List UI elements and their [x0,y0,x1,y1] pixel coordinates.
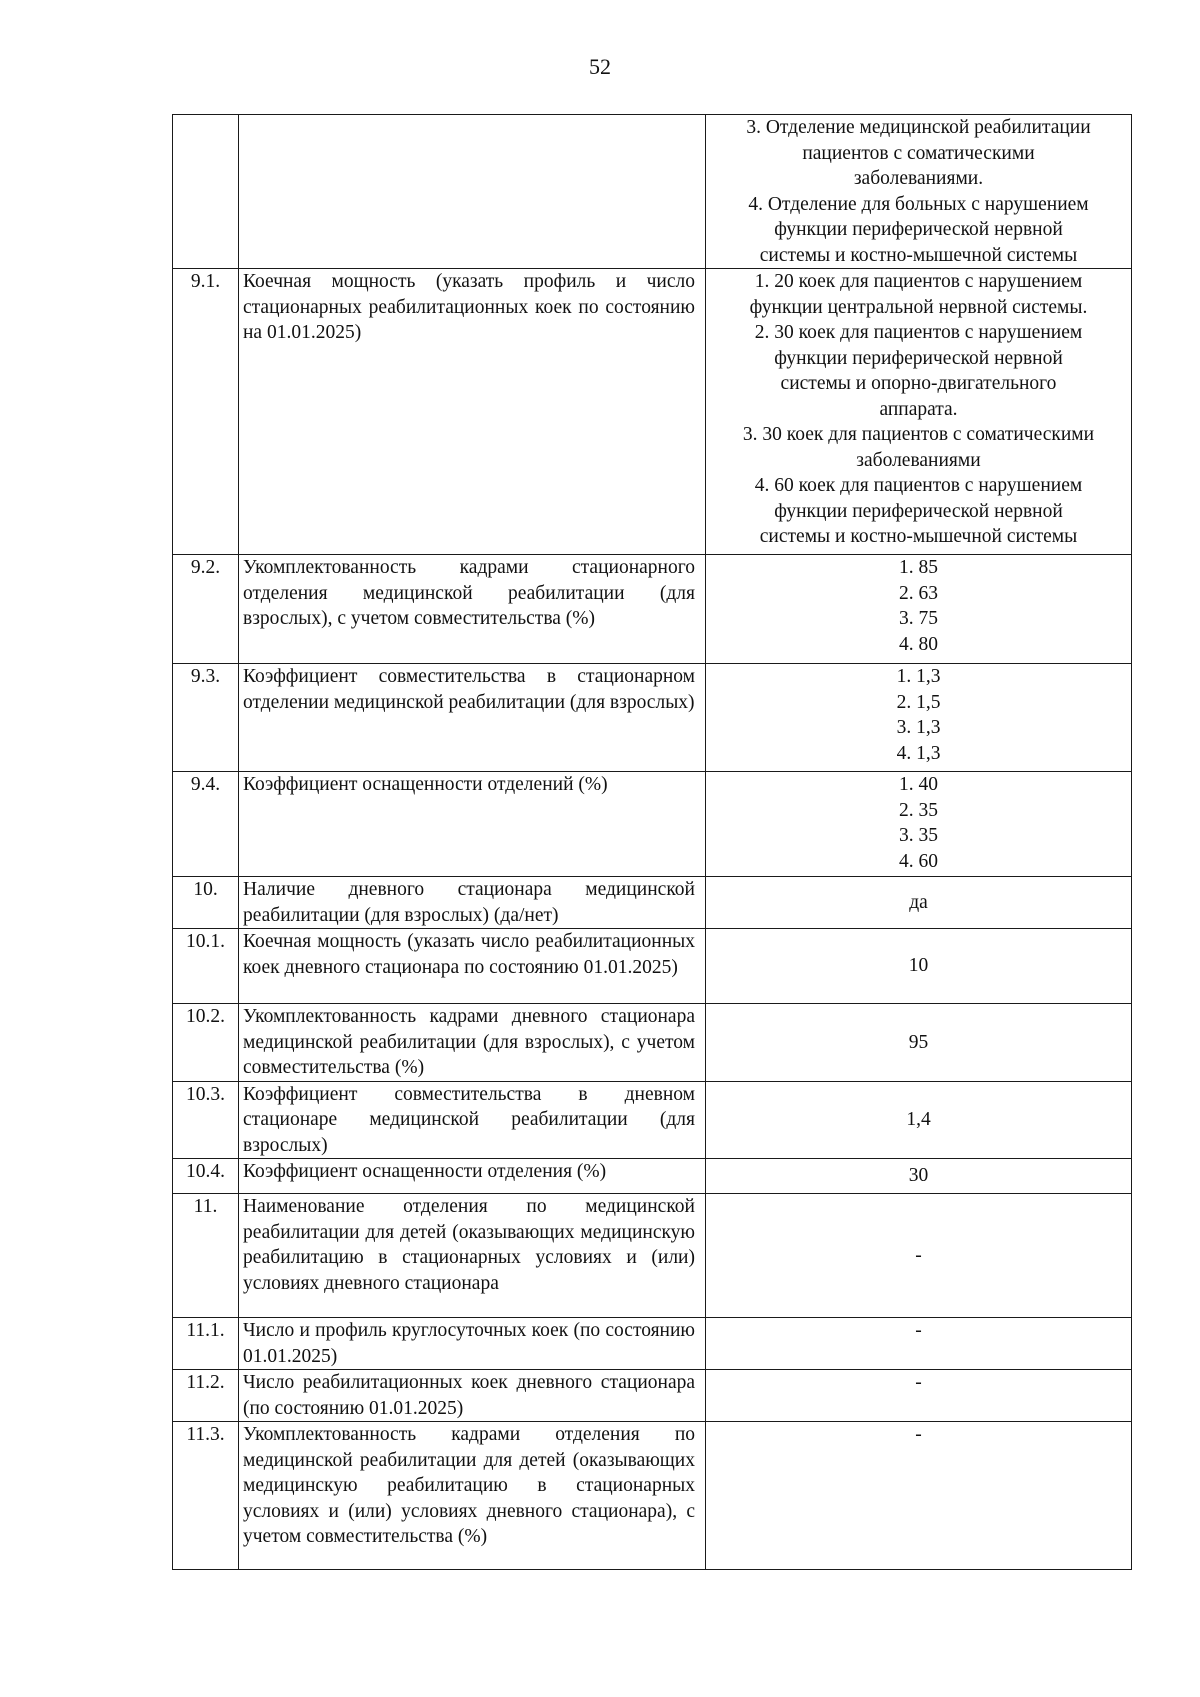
table-row [173,1422,1132,1570]
row-description: Наличие дневного стационара медицинской реабилитации (для взрослых) (да/нет) [239,877,706,929]
table-row [173,929,1132,1004]
value-line: - [915,1372,922,1393]
row-description: Укомплектованность кадрами отделения по медицинской реабилитации для детей (оказывающих медицинскую реабилитацию в стационарных условиях и (или) условиях дневного стационара), с учетом совместительства (%) [239,1422,706,1570]
row-description: Число и профиль круглосуточных коек (по состоянию 01.01.2025) [239,1318,706,1370]
table-row [173,877,1132,929]
value-line: пациентов с соматическими [802,142,1035,164]
row-number: 11. [173,1194,239,1318]
row-value [706,1159,1132,1194]
value-line: системы и костно-мышечной системы [759,244,1078,266]
table-row [173,115,1132,269]
row-description: Коэффициент оснащенности отделения (%) [239,1159,706,1194]
value-line: - [915,1244,922,1266]
row-number: 10.2. [173,1004,239,1082]
table-row [173,772,1132,877]
value-line: заболеваниями [856,449,981,471]
value-line: 2. 35 [899,799,938,821]
table-row [173,1004,1132,1082]
row-number: 10.3. [173,1081,239,1159]
row-value [706,269,1132,555]
row-description [239,115,706,269]
row-description: Число реабилитационных коек дневного стационара (по состоянию 01.01.2025) [239,1370,706,1422]
table-row [173,1318,1132,1370]
indicators-table [172,114,1132,1570]
value-line: аппарата. [879,398,958,420]
value-line: - [915,1424,922,1445]
table-row [173,269,1132,555]
value-line: 4. Отделение для больных с нарушением [748,193,1089,215]
value-line: 2. 63 [899,582,938,604]
value-line: 4. 60 коек для пациентов с нарушением [754,475,1083,496]
row-number: 9.1. [173,269,239,555]
row-number: 11.2. [173,1370,239,1422]
value-line: заболеваниями. [853,168,984,189]
value-line: 10 [908,955,929,977]
row-number: 10.4. [173,1159,239,1194]
value-line: 3. Отделение медицинской реабилитации [746,117,1091,138]
value-line: 3. 75 [899,608,938,629]
value-line: 2. 1,5 [896,691,941,713]
value-line: 4. 80 [899,633,938,655]
table-row [173,664,1132,772]
row-description: Коечная мощность (указать число реабилитационных коек дневного стационара по состоянию 01.01.2025) [239,929,706,1004]
value-line: - [915,1320,922,1341]
row-value [706,1194,1132,1318]
row-number: 10. [173,877,239,929]
row-description: Коэффициент совместительства в дневном стационаре медицинской реабилитации (для взрослых) [239,1081,706,1159]
value-line: 1. 20 коек для пациентов с нарушением [754,271,1083,292]
row-description: Укомплектованность кадрами стационарного отделения медицинской реабилитации (для взрослых), с учетом совместительства (%) [239,555,706,664]
table-row [173,1159,1132,1194]
row-value [706,1422,1132,1570]
value-line: 4. 60 [899,850,938,872]
row-description: Наименование отделения по медицинской реабилитации для детей (оказывающих медицинскую реабилитацию в стационарных условиях и (или) условиях дневного стационара [239,1194,706,1318]
row-number: 11.1. [173,1318,239,1370]
row-description: Коечная мощность (указать профиль и число стационарных реабилитационных коек по состоянию на 01.01.2025) [239,269,706,555]
value-line: 1. 1,3 [896,666,941,687]
row-value [706,555,1132,664]
row-description: Коэффициент совместительства в стационарном отделении медицинской реабилитации (для взрослых) [239,664,706,772]
row-number: 9.4. [173,772,239,877]
row-value [706,1318,1132,1370]
value-line: 2. 30 коек для пациентов с нарушением [754,322,1083,343]
row-value [706,772,1132,877]
row-value [706,1004,1132,1082]
row-number [173,115,239,269]
row-number: 10.1. [173,929,239,1004]
value-line: 30 [908,1165,929,1187]
row-description: Коэффициент оснащенности отделений (%) [239,772,706,877]
row-value [706,1370,1132,1422]
row-number: 9.2. [173,555,239,664]
value-line: системы и опорно-двигательного [780,373,1057,394]
value-line: 1. 85 [899,557,938,578]
value-line: 3. 35 [899,825,938,846]
page-number: 52 [589,54,611,79]
table-row [173,1194,1132,1318]
row-value [706,664,1132,772]
value-line: да [909,891,928,913]
value-line: функции периферической нервной [774,347,1063,369]
table-row [173,1081,1132,1159]
row-number: 11.3. [173,1422,239,1570]
table-row [173,555,1132,664]
value-line: 1,4 [906,1109,931,1130]
row-value [706,877,1132,929]
row-number: 9.3. [173,664,239,772]
table-row [173,1370,1132,1422]
row-value [706,115,1132,269]
value-line: системы и костно-мышечной системы [759,526,1078,547]
value-line: 4. 1,3 [896,742,941,764]
value-line: 1. 40 [899,774,938,795]
value-line: 3. 30 коек для пациентов с соматическими [742,424,1095,445]
value-line: функции периферической нервной [774,500,1063,522]
row-description: Укомплектованность кадрами дневного стационара медицинской реабилитации (для взрослых), с учетом совместительства (%) [239,1004,706,1082]
value-line: функции периферической нервной [774,219,1063,240]
value-line: 3. 1,3 [896,717,941,738]
value-line: функции центральной нервной системы. [749,296,1088,318]
row-value [706,929,1132,1004]
value-line: 95 [908,1031,929,1053]
row-value [706,1081,1132,1159]
